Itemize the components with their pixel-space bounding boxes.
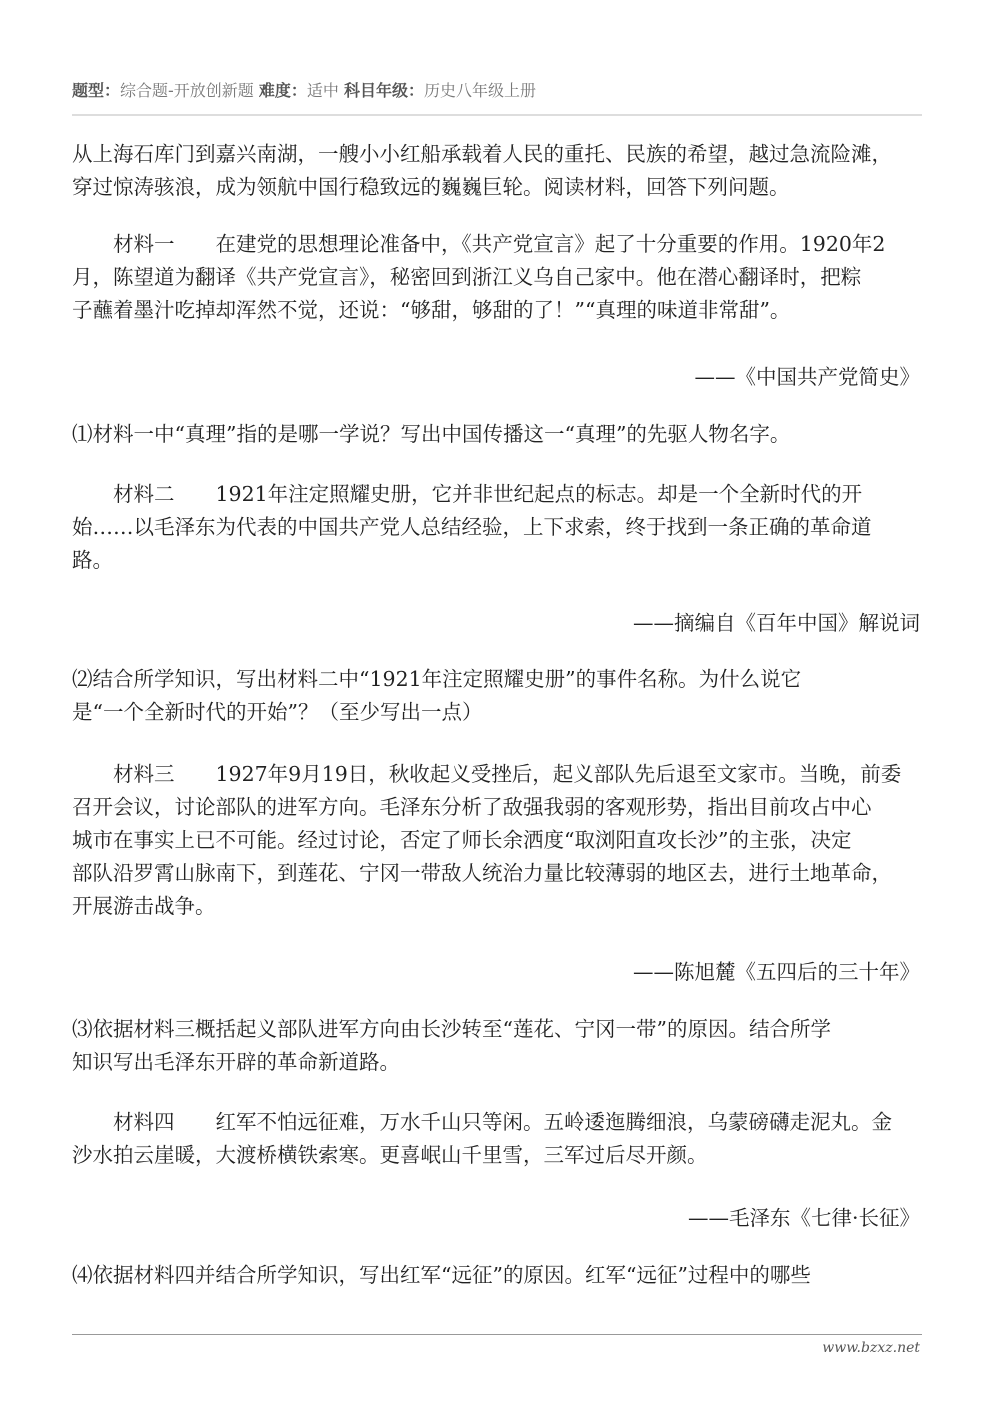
type-value: 综合题-开放创新题 bbox=[120, 81, 254, 100]
text-line: 是“一个全新时代的开始”？（至少写出一点） bbox=[72, 700, 483, 724]
text-line: 沙水拍云崖暖，大渡桥横铁索寒。更喜岷山千里雪，三军过后尽开颜。 bbox=[72, 1143, 708, 1167]
text-line: 始……以毛泽东为代表的中国共产党人总结经验，上下求索，终于找到一条正确的革命道 bbox=[72, 515, 872, 539]
text-line: 材料一 在建党的思想理论准备中，《共产党宣言》起了十分重要的作用。1920年2 bbox=[72, 232, 886, 256]
text-line: 材料二 1921年注定照耀史册，它并非世纪起点的标志。却是一个全新时代的开 bbox=[72, 482, 863, 506]
question-meta bbox=[72, 78, 536, 101]
question-1 bbox=[72, 418, 922, 451]
text-line: 开展游击战争。 bbox=[72, 894, 216, 918]
text-line: 路。 bbox=[72, 548, 113, 572]
text-line: 从上海石库门到嘉兴南湖，一艘小小红船承载着人民的重托、民族的希望，越过急流险滩， bbox=[72, 142, 892, 166]
material-4 bbox=[72, 1106, 922, 1172]
text-line: ⑷依据材料四并结合所学知识，写出红军“远征”的原因。红军“远征”过程中的哪些 bbox=[72, 1263, 811, 1287]
text-line: ⑶依据材料三概括起义部队进军方向由长沙转至“莲花、宁冈一带”的原因。结合所学 bbox=[72, 1017, 831, 1041]
intro bbox=[72, 138, 922, 204]
text-line: 穿过惊涛骇浪，成为领航中国行稳致远的巍巍巨轮。阅读材料，回答下列问题。 bbox=[72, 175, 790, 199]
source-2: ——摘编自《百年中国》解说词 bbox=[633, 611, 920, 635]
material-3 bbox=[72, 758, 922, 923]
header-divider bbox=[72, 114, 922, 116]
text-line: 部队沿罗霄山脉南下，到莲花、宁冈一带敌人统治力量比较薄弱的地区去，进行土地革命， bbox=[72, 861, 892, 885]
text-line: 材料四 红军不怕远征难，万水千山只等闲。五岭逶迤腾细浪，乌蒙磅礴走泥丸。金 bbox=[72, 1110, 892, 1134]
question-3 bbox=[72, 1013, 922, 1079]
footer-url: www.bzxz.net bbox=[822, 1340, 920, 1356]
text-line: 城市在事实上已不可能。经过讨论，否定了师长余洒度“取浏阳直攻长沙”的主张，决定 bbox=[72, 828, 852, 852]
source-4: ——毛泽东《七律·长征》 bbox=[687, 1206, 920, 1230]
text-line: 子蘸着墨汁吃掉却浑然不觉，还说：“够甜，够甜的了！”“真理的味道非常甜”。 bbox=[72, 298, 791, 322]
difficulty-label: 难度： bbox=[258, 81, 307, 100]
material-1 bbox=[72, 228, 922, 327]
text-line: 召开会议，讨论部队的进军方向。毛泽东分析了敌强我弱的客观形势，指出目前攻占中心 bbox=[72, 795, 872, 819]
text-line: ⑵结合所学知识，写出材料二中“1921年注定照耀史册”的事件名称。为什么说它 bbox=[72, 667, 802, 691]
source-3: ——陈旭麓《五四后的三十年》 bbox=[633, 960, 920, 984]
subject-value: 历史八年级上册 bbox=[424, 81, 537, 100]
text-line: 月，陈望道为翻译《共产党宣言》，秘密回到浙江义乌自己家中。他在潜心翻译时，把粽 bbox=[72, 265, 862, 289]
subject-label: 科目年级： bbox=[344, 81, 425, 100]
question-2 bbox=[72, 663, 922, 729]
type-label: 题型： bbox=[72, 81, 121, 100]
text-line: 材料三 1927年9月19日，秋收起义受挫后，起义部队先后退至文家市。当晚，前委 bbox=[72, 762, 902, 786]
source-1: ——《中国共产党简史》 bbox=[694, 365, 920, 389]
text-line: ⑴材料一中“真理”指的是哪一学说？写出中国传播这一“真理”的先驱人物名字。 bbox=[72, 422, 791, 446]
text-line: 知识写出毛泽东开辟的革命新道路。 bbox=[72, 1050, 400, 1074]
difficulty-value: 适中 bbox=[306, 81, 339, 100]
footer-divider bbox=[72, 1334, 922, 1335]
question-4 bbox=[72, 1259, 922, 1292]
material-2 bbox=[72, 478, 922, 577]
